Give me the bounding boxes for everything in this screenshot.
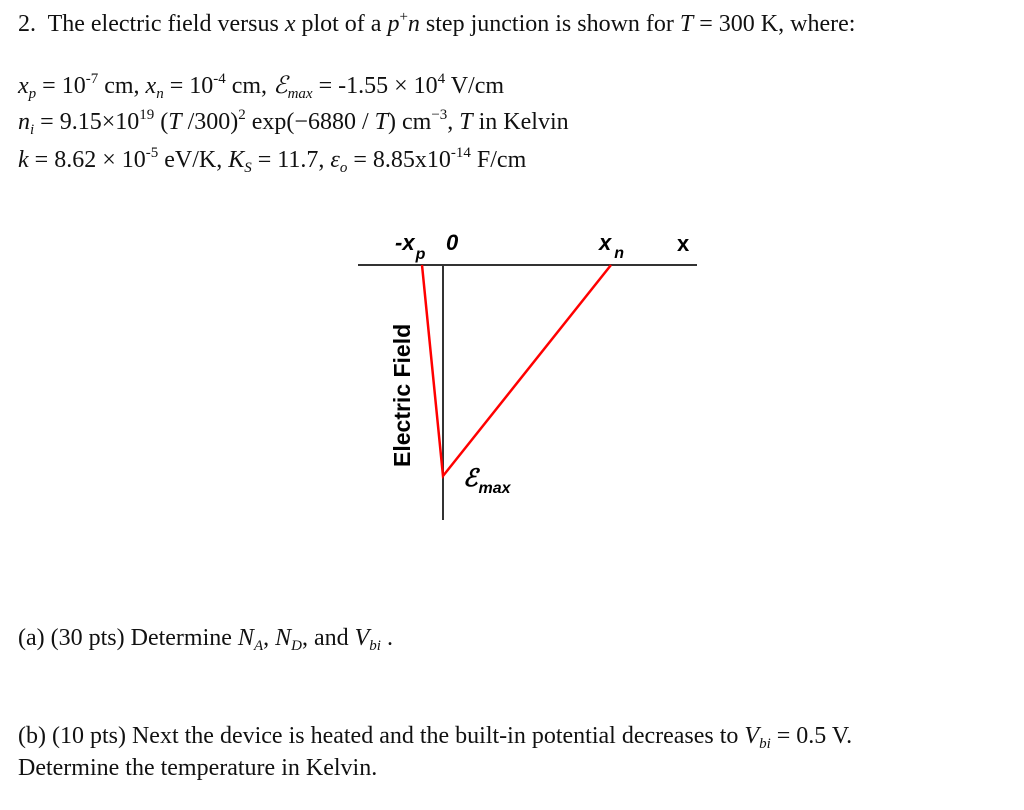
ND-subscript: D	[291, 638, 302, 654]
xp-unit: cm,	[98, 73, 146, 99]
Vbi-symbol: V	[354, 625, 370, 651]
var-x: x	[284, 11, 296, 37]
ni-formula: exp(−6880 /	[245, 109, 375, 135]
Vbi-subscript: bi	[759, 736, 771, 752]
intro-text: plot of a	[295, 11, 388, 37]
xn-value: = 10	[163, 73, 214, 99]
separator: ,	[263, 625, 276, 651]
k-symbol: k	[18, 147, 29, 173]
neg-xp-label: $-x_p$	[395, 230, 426, 263]
ks-value: = 11.7,	[251, 147, 331, 173]
emax-subscript: max	[287, 86, 313, 102]
part-b-text: (b) (10 pts) Next the device is heated and the built-in potential decreases to	[18, 723, 745, 749]
var-T: T	[168, 109, 182, 135]
intro-text: step junction is shown for	[419, 11, 680, 37]
ni-formula: ) cm	[388, 109, 432, 135]
xn-subscript: n	[156, 86, 164, 102]
var-T: T	[459, 109, 473, 135]
xp-subscript: p	[28, 86, 37, 102]
exponent: −3	[431, 107, 448, 123]
part-b-text: = 0.5 V.	[770, 723, 853, 749]
suffix: .	[380, 625, 393, 651]
electric-field-curve	[422, 265, 611, 476]
var-p: p	[387, 11, 400, 37]
ni-formula: (	[154, 109, 169, 135]
xn-label: x $_n$	[599, 230, 625, 262]
part-b-question	[18, 722, 852, 750]
var-T: T	[374, 109, 388, 135]
eps0-unit: F/cm	[470, 147, 527, 173]
Vbi-subscript: bi	[369, 638, 381, 654]
ni-symbol: n	[18, 109, 30, 135]
k-exponent: -5	[145, 145, 159, 161]
emax-value: = -1.55 × 10	[312, 73, 438, 99]
ni-formula: ,	[447, 109, 460, 135]
xp-value: = 10	[36, 73, 86, 99]
xn-symbol: x	[145, 73, 157, 99]
ni-formula: /300)	[181, 109, 239, 135]
eps0-value: = 8.85x10	[347, 147, 451, 173]
intro-text: = 300 K, where:	[693, 11, 856, 37]
plus-superscript: +	[399, 9, 408, 25]
eps0-symbol: ε	[330, 147, 340, 173]
Vbi-symbol: V	[744, 723, 760, 749]
xp-symbol: x	[18, 73, 29, 99]
x-axis-label: x	[677, 231, 690, 256]
part-a-text: (a) (30 pts) Determine	[18, 625, 238, 651]
intro-text: The electric field versus	[47, 11, 285, 37]
separator: , and	[301, 625, 355, 651]
emax-symbol: ℰ	[273, 73, 288, 99]
exponent: 2	[238, 107, 246, 123]
emax-exponent: 4	[437, 71, 446, 87]
y-axis-label: Electric Field	[389, 323, 415, 467]
part-a-question	[18, 624, 393, 652]
ks-subscript: S	[244, 160, 252, 176]
NA-symbol: N	[237, 625, 254, 651]
xn-exponent: -4	[213, 71, 226, 87]
emax-unit: V/cm	[445, 73, 505, 99]
xp-exponent: -7	[85, 71, 99, 87]
ks-symbol: K	[228, 147, 245, 173]
var-T: T	[679, 11, 694, 37]
exponent: 19	[139, 107, 155, 123]
part-b-question-line-2: Determine the temperature in Kelvin.	[18, 755, 378, 781]
eps0-exponent: -14	[450, 145, 471, 161]
k-value: = 8.62 × 10	[28, 147, 146, 173]
xn-unit: cm,	[225, 73, 274, 99]
problem-number: 2.	[18, 11, 36, 37]
zero-label: 0	[446, 230, 459, 255]
ni-formula: in Kelvin	[472, 109, 569, 135]
eps0-subscript: o	[339, 160, 348, 176]
emax-label: ℰ$_{max}$	[463, 466, 511, 497]
NA-subscript: A	[253, 638, 264, 654]
ND-symbol: N	[275, 625, 292, 651]
ni-formula: = 9.15×10	[34, 109, 140, 135]
var-n: n	[407, 11, 420, 37]
k-unit: eV/K,	[158, 147, 229, 173]
ni-subscript: i	[30, 122, 35, 138]
